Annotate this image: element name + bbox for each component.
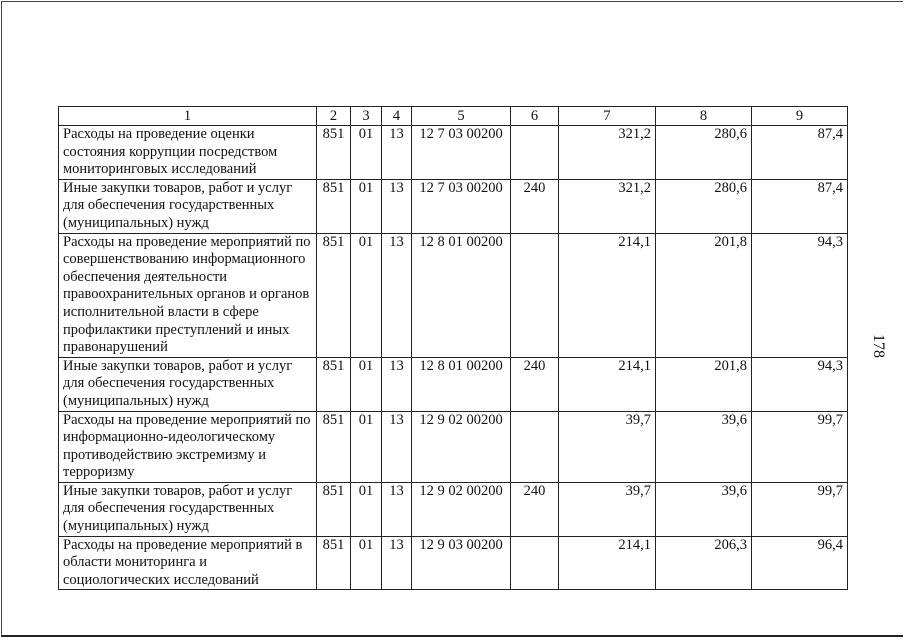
section-code: 01 — [351, 233, 382, 357]
grbs-code: 851 — [317, 357, 351, 411]
target-article-code: 12 7 03 00200 — [412, 126, 511, 180]
grbs-code: 851 — [317, 126, 351, 180]
target-article-code: 12 8 01 00200 — [412, 233, 511, 357]
subsection-code: 13 — [382, 179, 412, 233]
header-row — [59, 107, 848, 126]
table-row — [59, 536, 848, 590]
column-header: 9 — [752, 107, 848, 126]
grbs-code: 851 — [317, 179, 351, 233]
grbs-code: 851 — [317, 233, 351, 357]
execution-percent: 96,4 — [752, 536, 848, 590]
expense-name: Расходы на проведение мероприятий по информационно-идеологическому противодействию экстремизму и терроризму — [59, 411, 317, 482]
section-code: 01 — [351, 411, 382, 482]
actual-amount: 280,6 — [656, 126, 752, 180]
actual-amount: 201,8 — [656, 233, 752, 357]
expense-type-code — [511, 233, 559, 357]
actual-amount: 39,6 — [656, 411, 752, 482]
section-code: 01 — [351, 536, 382, 590]
expense-name: Расходы на проведение мероприятий в области мониторинга и социологических исследований — [59, 536, 317, 590]
table-row — [59, 233, 848, 357]
column-header: 2 — [317, 107, 351, 126]
expense-type-code — [511, 536, 559, 590]
target-article-code: 12 7 03 00200 — [412, 179, 511, 233]
expense-type-code — [511, 411, 559, 482]
expense-name: Расходы на проведение мероприятий по совершенствованию информационного обеспечения деятельности правоохранительных органов и органов исполнительной власти в сфере профилактики преступлений и иных правонарушений — [59, 233, 317, 357]
expense-type-code: 240 — [511, 357, 559, 411]
section-code: 01 — [351, 357, 382, 411]
column-header: 1 — [59, 107, 317, 126]
column-header: 6 — [511, 107, 559, 126]
expense-name: Иные закупки товаров, работ и услуг для обеспечения государственных (муниципальных) нужд — [59, 482, 317, 536]
subsection-code: 13 — [382, 536, 412, 590]
actual-amount: 280,6 — [656, 179, 752, 233]
table-row — [59, 482, 848, 536]
expense-type-code — [511, 126, 559, 180]
execution-percent: 94,3 — [752, 357, 848, 411]
subsection-code: 13 — [382, 482, 412, 536]
column-header: 3 — [351, 107, 382, 126]
section-code: 01 — [351, 126, 382, 180]
execution-percent: 94,3 — [752, 233, 848, 357]
section-code: 01 — [351, 482, 382, 536]
expense-name: Иные закупки товаров, работ и услуг для обеспечения государственных (муниципальных) нужд — [59, 357, 317, 411]
expense-type-code: 240 — [511, 179, 559, 233]
plan-amount: 214,1 — [559, 357, 656, 411]
execution-percent: 99,7 — [752, 411, 848, 482]
expense-name: Иные закупки товаров, работ и услуг для обеспечения государственных (муниципальных) нужд — [59, 179, 317, 233]
target-article-code: 12 9 02 00200 — [412, 482, 511, 536]
column-header: 8 — [656, 107, 752, 126]
actual-amount: 39,6 — [656, 482, 752, 536]
table-row — [59, 411, 848, 482]
column-header: 5 — [412, 107, 511, 126]
plan-amount: 39,7 — [559, 482, 656, 536]
execution-percent: 99,7 — [752, 482, 848, 536]
execution-percent: 87,4 — [752, 126, 848, 180]
target-article-code: 12 8 01 00200 — [412, 357, 511, 411]
plan-amount: 214,1 — [559, 233, 656, 357]
target-article-code: 12 9 03 00200 — [412, 536, 511, 590]
subsection-code: 13 — [382, 126, 412, 180]
budget-table — [58, 106, 848, 590]
subsection-code: 13 — [382, 411, 412, 482]
target-article-code: 12 9 02 00200 — [412, 411, 511, 482]
grbs-code: 851 — [317, 411, 351, 482]
grbs-code: 851 — [317, 536, 351, 590]
section-code: 01 — [351, 179, 382, 233]
subsection-code: 13 — [382, 233, 412, 357]
plan-amount: 321,2 — [559, 179, 656, 233]
plan-amount: 321,2 — [559, 126, 656, 180]
grbs-code: 851 — [317, 482, 351, 536]
actual-amount: 206,3 — [656, 536, 752, 590]
column-header: 4 — [382, 107, 412, 126]
execution-percent: 87,4 — [752, 179, 848, 233]
page-number: 178 — [870, 334, 887, 358]
expense-name: Расходы на проведение оценки состояния коррупции посредством мониторинговых исследований — [59, 126, 317, 180]
subsection-code: 13 — [382, 357, 412, 411]
table-row — [59, 126, 848, 180]
plan-amount: 39,7 — [559, 411, 656, 482]
expense-type-code: 240 — [511, 482, 559, 536]
actual-amount: 201,8 — [656, 357, 752, 411]
table-row — [59, 357, 848, 411]
column-header: 7 — [559, 107, 656, 126]
table-row — [59, 179, 848, 233]
plan-amount: 214,1 — [559, 536, 656, 590]
